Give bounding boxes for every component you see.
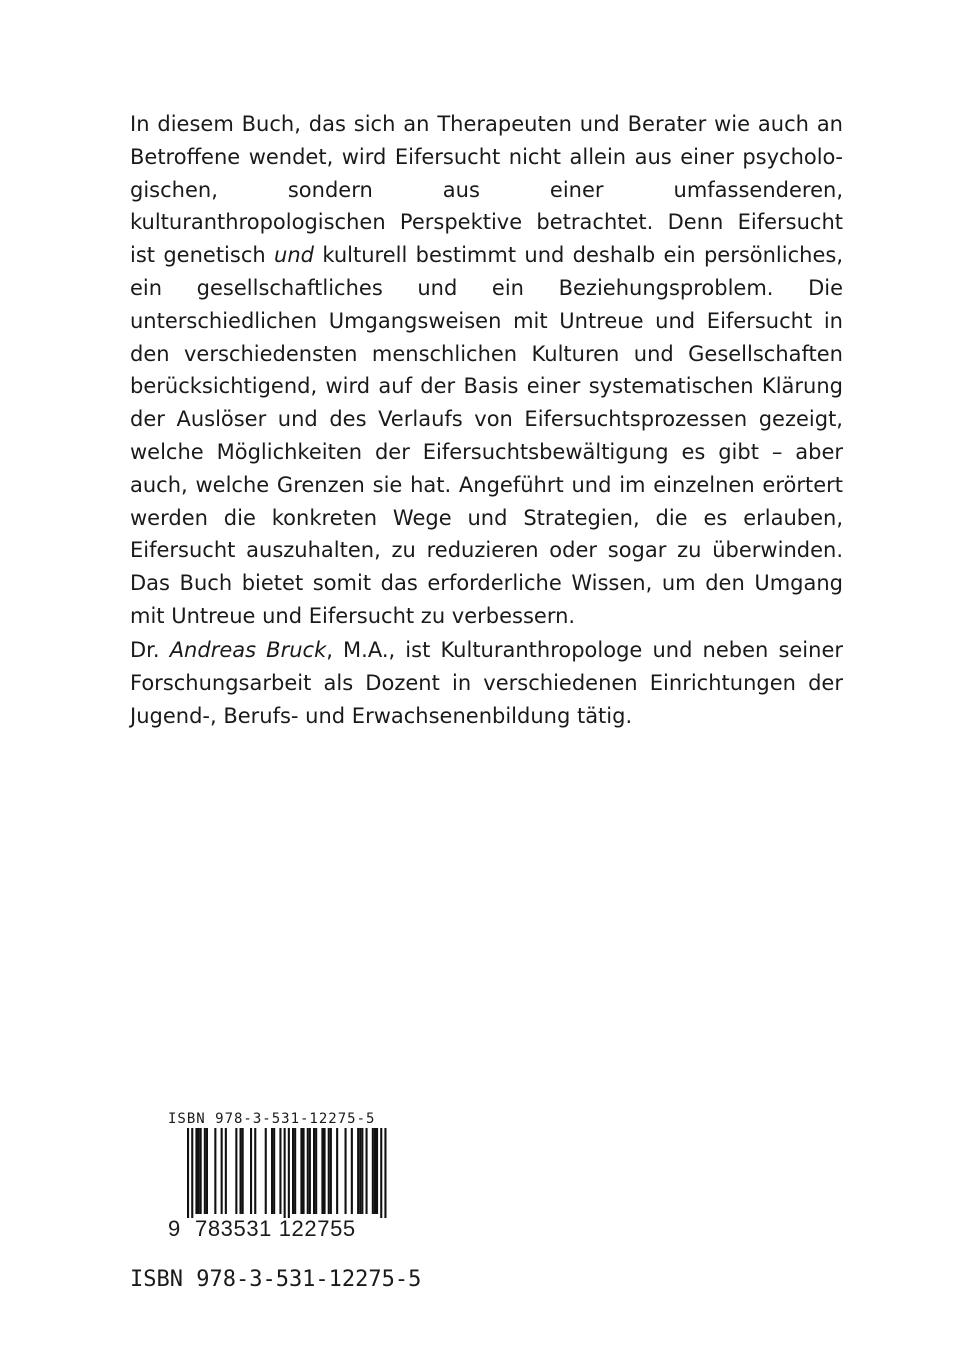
barcode-bar — [273, 1128, 275, 1214]
barcode-bar — [300, 1128, 302, 1214]
barcode-bar — [235, 1128, 237, 1214]
author-bio-text: , M.A., ist Kulturanthropologe und neben seiner Forschungsarbeit als Dozent in verschiedenen Einrichtungen der Jugend-, Berufs- und Erwachsenenbildung tätig. — [130, 638, 844, 728]
author-name: Andreas Bruck — [169, 638, 327, 662]
barcode-bar — [307, 1128, 309, 1214]
barcode-bar — [265, 1128, 267, 1214]
isbn-footer: ISBN 978-3-531-12275-5 — [130, 1267, 422, 1292]
barcode-bar — [225, 1128, 227, 1214]
barcode-bar — [214, 1128, 216, 1214]
barcode-bar — [294, 1128, 296, 1214]
barcode-bar — [330, 1128, 332, 1214]
barcode-digits: 783531 122755 — [195, 1216, 356, 1241]
author-bio-paragraph — [130, 634, 843, 732]
barcode-bar — [315, 1128, 317, 1214]
barcode-bar — [206, 1128, 208, 1214]
description-paragraph — [130, 108, 843, 633]
barcode-bar — [187, 1128, 189, 1218]
author-bio — [130, 634, 843, 732]
barcode-bar — [292, 1128, 294, 1214]
barcode-bar — [303, 1128, 305, 1214]
barcode-lead-digit: 9 — [168, 1216, 181, 1241]
description-text-1: In diesem Buch, das sich an Therapeuten und Berater wie auch an Betroffene wendet, wird Eifersucht nicht allein aus einer psychologischen, sondern aus einer umfassenderen, kulturanthropologischen Perspektive betrachtet. Denn Eifersucht ist genetisch — [130, 112, 843, 268]
ean13-barcode — [165, 1128, 395, 1218]
barcode-bar — [200, 1128, 202, 1214]
barcode-bar — [351, 1128, 353, 1214]
description-emphasis: und — [274, 243, 314, 268]
barcode-bar — [198, 1128, 200, 1214]
barcode-bar — [372, 1128, 374, 1214]
barcode-bar — [324, 1128, 326, 1214]
book-description — [130, 108, 843, 633]
barcode-bar — [242, 1128, 244, 1214]
barcode-bar — [221, 1128, 223, 1214]
barcode-bar — [336, 1128, 338, 1214]
barcode-bar — [376, 1128, 378, 1214]
barcode-isbn-label: ISBN 978-3-531-12275-5 — [168, 1111, 376, 1127]
barcode-bar — [345, 1128, 347, 1214]
barcode-bar — [271, 1128, 273, 1214]
barcode-bar — [374, 1128, 376, 1214]
barcode-bar — [195, 1128, 197, 1214]
barcode-bar — [359, 1128, 361, 1214]
barcode-bar — [313, 1128, 315, 1214]
barcode-bar — [361, 1128, 363, 1214]
barcode-bar — [191, 1128, 193, 1218]
barcode-bar — [357, 1128, 359, 1214]
barcode-bar — [284, 1128, 286, 1218]
barcode-bar — [328, 1128, 330, 1214]
barcode-bar — [288, 1128, 290, 1218]
barcode-bar — [309, 1128, 311, 1214]
barcode-bar — [380, 1128, 382, 1218]
barcode-bar — [279, 1128, 281, 1214]
description-text-2: kulturell bestimmt und deshalb ein persönliches, ein gesellschaftliches und ein Beziehungsproblem. Die unterschiedlichen Umgangsweisen mit Untreue und Eifersucht in den verschiedensten menschlichen Kulturen und Gesellschaften berücksichtigend, wird auf der Basis einer systematischen Klärung der Auslöser und des Verlaufs von Eifersuchtsprozessen gezeigt, welche Möglichkeiten der Eifersuchtsbewältigung es gibt – aber auch, welche Grenzen sie hat. Angeführt und im einzelnen erörtert werden die konkreten Wege und Strategien, die es erlauben, Eifersucht auszuhalten, zu reduzieren oder sogar zu überwinden. Das Buch bietet somit das erforderliche Wissen, um den Umgang mit Untreue und Eifersucht zu verbessern. — [130, 243, 843, 628]
barcode-bar — [366, 1128, 368, 1214]
barcode-bar — [384, 1128, 386, 1218]
barcode-bar — [204, 1128, 206, 1214]
barcode-bar — [240, 1128, 242, 1214]
barcode-bar — [250, 1128, 252, 1214]
barcode-bar — [321, 1128, 323, 1214]
author-prefix: Dr. — [130, 638, 170, 662]
barcode-bar — [254, 1128, 256, 1214]
